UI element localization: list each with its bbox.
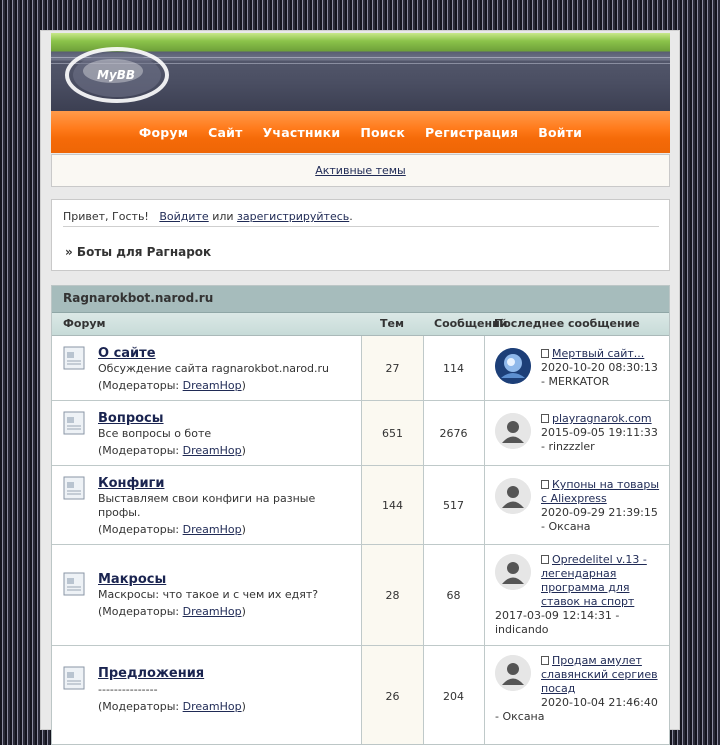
last-post-title: [541, 412, 666, 426]
last-post-author: - Оксана: [495, 710, 545, 723]
forum-name[interactable]: О сайте: [98, 346, 156, 361]
forum-desc: Обсуждение сайта ragnarokbot.narod.ru: [98, 362, 330, 375]
last-post-title: [541, 553, 666, 609]
last-post-link[interactable]: Мертвый сайт...: [552, 347, 645, 360]
logo-text: MyBB: [97, 68, 136, 82]
forum-row: [52, 466, 669, 545]
forum-status-icon: [63, 411, 85, 435]
forum-moderators: [98, 444, 246, 457]
posts-count: 517: [423, 466, 485, 544]
posts-count: 2676: [423, 401, 485, 465]
last-post-date: 2020-10-04 21:46:40: [541, 696, 658, 709]
welcome-line: [63, 210, 353, 223]
main-nav: [51, 111, 670, 153]
last-post-author: - MERKATOR: [541, 375, 610, 388]
avatar[interactable]: [495, 413, 531, 449]
topics-count: 26: [361, 646, 424, 745]
nav-login[interactable]: Войти: [538, 124, 583, 140]
document-icon: [541, 414, 549, 423]
topics-count: 144: [361, 466, 424, 544]
topics-count: 651: [361, 401, 424, 465]
document-icon: [541, 480, 549, 489]
col-posts: Сообщений: [434, 317, 508, 330]
document-icon: [541, 656, 549, 665]
moderator-link[interactable]: DreamHop: [182, 700, 242, 713]
mod-prefix: (Модераторы:: [98, 444, 180, 457]
forum-row: [52, 336, 669, 401]
nav-members[interactable]: Участники: [262, 124, 341, 140]
posts-count: 114: [423, 336, 485, 400]
moderator-link[interactable]: DreamHop: [182, 379, 242, 392]
last-post-title: [541, 347, 666, 361]
document-icon: [541, 555, 549, 564]
category-header: [52, 286, 669, 313]
login-link[interactable]: Войдите: [159, 210, 209, 223]
last-post-author: indicando: [495, 623, 549, 636]
document-icon: [541, 349, 549, 358]
posts-count: 68: [423, 545, 485, 645]
greeting-text: Привет, Гость!: [63, 210, 149, 223]
forum-status-icon: [63, 666, 85, 690]
forum-cell: [52, 646, 361, 745]
col-last: Последнее сообщение: [494, 317, 640, 330]
active-topics-bar: [51, 154, 670, 187]
divider: [63, 226, 659, 227]
last-post-link[interactable]: Opredelitel v.13 - легендарная программа для ставок на спорт: [541, 553, 647, 608]
last-post-date: 2020-10-20 08:30:13: [541, 361, 658, 374]
avatar[interactable]: [495, 478, 531, 514]
forum-moderators: [98, 379, 246, 392]
forum-row: [52, 401, 669, 466]
forum-cell: [52, 336, 361, 400]
posts-count: 204: [423, 646, 485, 745]
last-post-date: 2020-09-29 21:39:15: [541, 506, 658, 519]
forum-cell: [52, 466, 361, 544]
col-topics: Тем: [380, 317, 404, 330]
topics-count: 27: [361, 336, 424, 400]
welcome-box: [51, 199, 670, 271]
forum-row: [52, 646, 669, 745]
mod-prefix: (Модераторы:: [98, 700, 180, 713]
forum-desc: Все вопросы о боте: [98, 427, 212, 440]
breadcrumb: » Боты для Рагнарок: [65, 245, 212, 259]
forum-status-icon: [63, 346, 85, 370]
column-header: [52, 313, 669, 336]
forum-cell: [52, 401, 361, 465]
moderator-link[interactable]: DreamHop: [182, 444, 242, 457]
forum-name[interactable]: Макросы: [98, 572, 167, 587]
avatar[interactable]: [495, 348, 531, 384]
nav-site[interactable]: Сайт: [208, 124, 243, 140]
last-post-title: [541, 478, 666, 506]
nav-search[interactable]: Поиск: [360, 124, 406, 140]
active-topics-link[interactable]: Активные темы: [315, 164, 406, 177]
forum-desc: ---------------: [98, 683, 158, 696]
forum-cell: [52, 545, 361, 645]
header-banner: [51, 33, 670, 111]
forum-name[interactable]: Предложения: [98, 666, 205, 681]
moderator-link[interactable]: DreamHop: [182, 605, 242, 618]
mod-suffix: ): [241, 700, 246, 713]
topics-count: 28: [361, 545, 424, 645]
forum-desc: Маскросы: что такое и с чем их едят?: [98, 588, 319, 601]
mod-suffix: ): [241, 605, 246, 618]
mod-prefix: (Модераторы:: [98, 523, 180, 536]
last-post-date: 2017-03-09 12:14:31 -: [495, 609, 620, 622]
forum-status-icon: [63, 476, 85, 500]
category-title[interactable]: Ragnarokbot.narod.ru: [63, 291, 214, 305]
last-post-cell: [485, 401, 670, 465]
mybb-logo[interactable]: [65, 43, 175, 107]
last-post-author: - Оксана: [541, 520, 591, 533]
avatar[interactable]: [495, 655, 531, 691]
mod-suffix: ): [241, 444, 246, 457]
forum-row: [52, 545, 669, 646]
mod-suffix: ): [241, 523, 246, 536]
forum-moderators: [98, 605, 246, 618]
mod-suffix: ): [241, 379, 246, 392]
last-post-link[interactable]: Продам амулет славянский сергиев посад: [541, 654, 658, 695]
forum-moderators: [98, 523, 246, 536]
mod-prefix: (Модераторы:: [98, 605, 180, 618]
moderator-link[interactable]: DreamHop: [182, 523, 242, 536]
mod-prefix: (Модераторы:: [98, 379, 180, 392]
last-post-cell: [485, 646, 670, 745]
last-post-cell: [485, 545, 670, 645]
forum-desc: Выставляем свои конфиги на разные профы.: [98, 492, 316, 519]
page-container: [40, 30, 680, 730]
last-post-author: - rinzzzler: [541, 440, 595, 453]
dot-text: .: [349, 210, 353, 223]
last-post-cell: [485, 336, 670, 400]
nav-forum[interactable]: Форум: [138, 124, 189, 140]
forum-name[interactable]: Вопросы: [98, 411, 164, 426]
or-text: или: [212, 210, 234, 223]
last-post-title: [541, 654, 666, 696]
forum-name[interactable]: Конфиги: [98, 476, 165, 491]
last-post-cell: [485, 466, 670, 544]
forum-status-icon: [63, 572, 85, 596]
forum-table: [51, 285, 670, 745]
last-post-date: 2015-09-05 19:11:33: [541, 426, 658, 439]
register-link[interactable]: зарегистрируйтесь: [237, 210, 350, 223]
last-post-link[interactable]: playragnarok.com: [552, 412, 652, 425]
last-post-link[interactable]: Купоны на товары с Aliexpress: [541, 478, 660, 505]
col-forum: Форум: [63, 317, 106, 330]
nav-register[interactable]: Регистрация: [425, 124, 519, 140]
avatar[interactable]: [495, 554, 531, 590]
forum-moderators: [98, 700, 246, 713]
